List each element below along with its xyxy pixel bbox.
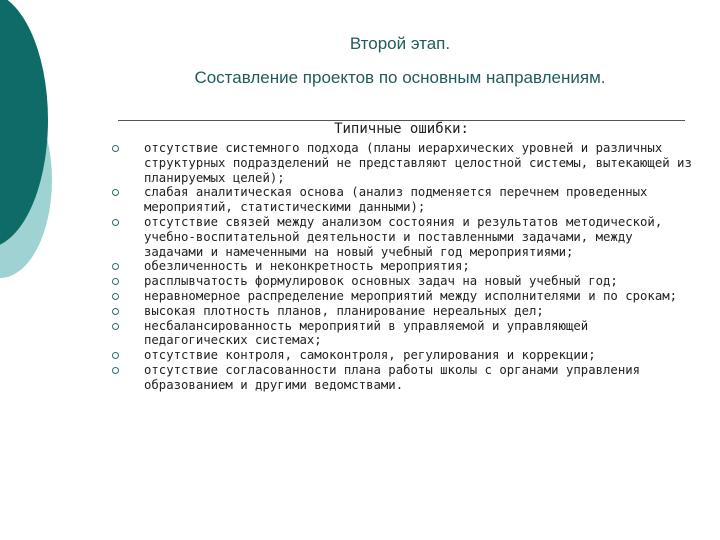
list-item [112,274,692,289]
list-item-text: несбалансированность мероприятий в управляемой и управляющей педагогических системах; [144,318,589,348]
list-item [112,259,692,274]
list-item-text: неравномерное распределение мероприятий между исполнителями и по срокам; [144,288,678,303]
circle-bullet-icon [112,323,119,330]
list-item [112,348,692,363]
circle-bullet-icon [112,263,119,270]
list-item [112,215,692,259]
circle-bullet-icon [112,145,119,152]
list-item-text: расплывчатость формулировок основных задач на новый учебный год; [144,274,618,289]
circle-bullet-icon [112,367,119,374]
list-item-text: отсутствие системного подхода (планы иерархических уровней и различных структурных подразделений не представляют целостной системы, вытекающей из планируемых целей); [144,141,692,185]
list-item-text: отсутствие связей между анализом состояния и результатов методической, учебно-воспитательной деятельности и поставленными задачами, между задачами и намеченными на новый учебный год мероприятиями; [144,214,663,259]
list-item [112,185,692,215]
circle-bullet-icon [112,278,119,285]
slide-title: Второй этап. [349,34,451,53]
list-item-text: отсутствие контроля, самоконтроля, регулирования и коррекции; [144,348,596,363]
list-item [112,363,692,393]
list-item [112,304,692,319]
decorative-shapes [0,0,80,300]
list-item-text: высокая плотность планов, планирование нереальных дел; [144,303,544,318]
circle-bullet-icon [112,189,119,196]
circle-bullet-icon [112,293,119,300]
list-item [112,141,692,185]
list-item [112,289,692,304]
list-item-text: слабая аналитическая основа (анализ подменяется перечнем проведенных мероприятий, статистическими данными); [144,185,648,215]
slide-subtitle: Составление проектов по основным направлениям. [194,68,606,87]
list-item-text: отсутствие согласованности плана работы школы с органами управления образованием и другими ведомствами. [144,362,641,392]
errors-list [112,141,692,393]
circle-bullet-icon [112,308,119,315]
circle-bullet-icon [112,352,119,359]
list-item [112,319,692,349]
list-item-text: обезличенность и неконкретность мероприятия; [144,259,470,274]
circle-bullet-icon [112,219,119,226]
section-heading: Типичные ошибки: [334,121,469,137]
